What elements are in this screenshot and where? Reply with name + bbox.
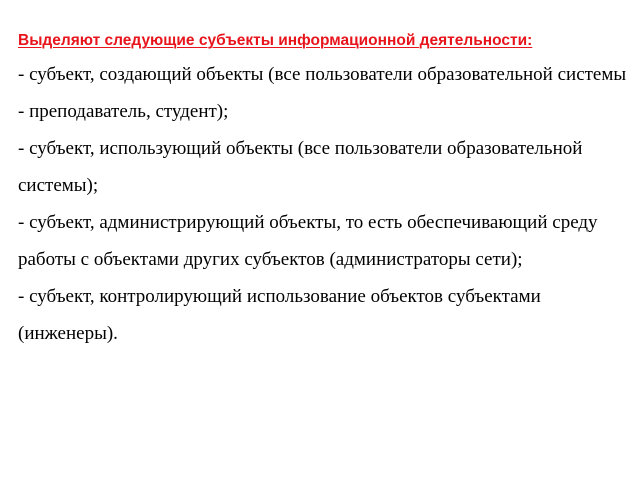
slide-heading: Выделяют следующие субъекты информационной деятельности: xyxy=(18,32,533,49)
list-item-administrator: - субъект, администрирующий объекты, то есть обеспечивающий среду работы с объектами других субъектов (администраторы сети); xyxy=(18,212,598,270)
list-item-creator: - субъект, создающий объекты (все пользователи образовательной системы - преподаватель, студент); xyxy=(18,64,627,122)
list-item-controller: - субъект, контролирующий использование объектов субъектами (инженеры). xyxy=(18,286,541,344)
list-item-user: - субъект, использующий объекты (все пользователи образовательной системы); xyxy=(18,138,583,196)
slide-content xyxy=(18,28,628,352)
subject-list xyxy=(18,56,628,352)
